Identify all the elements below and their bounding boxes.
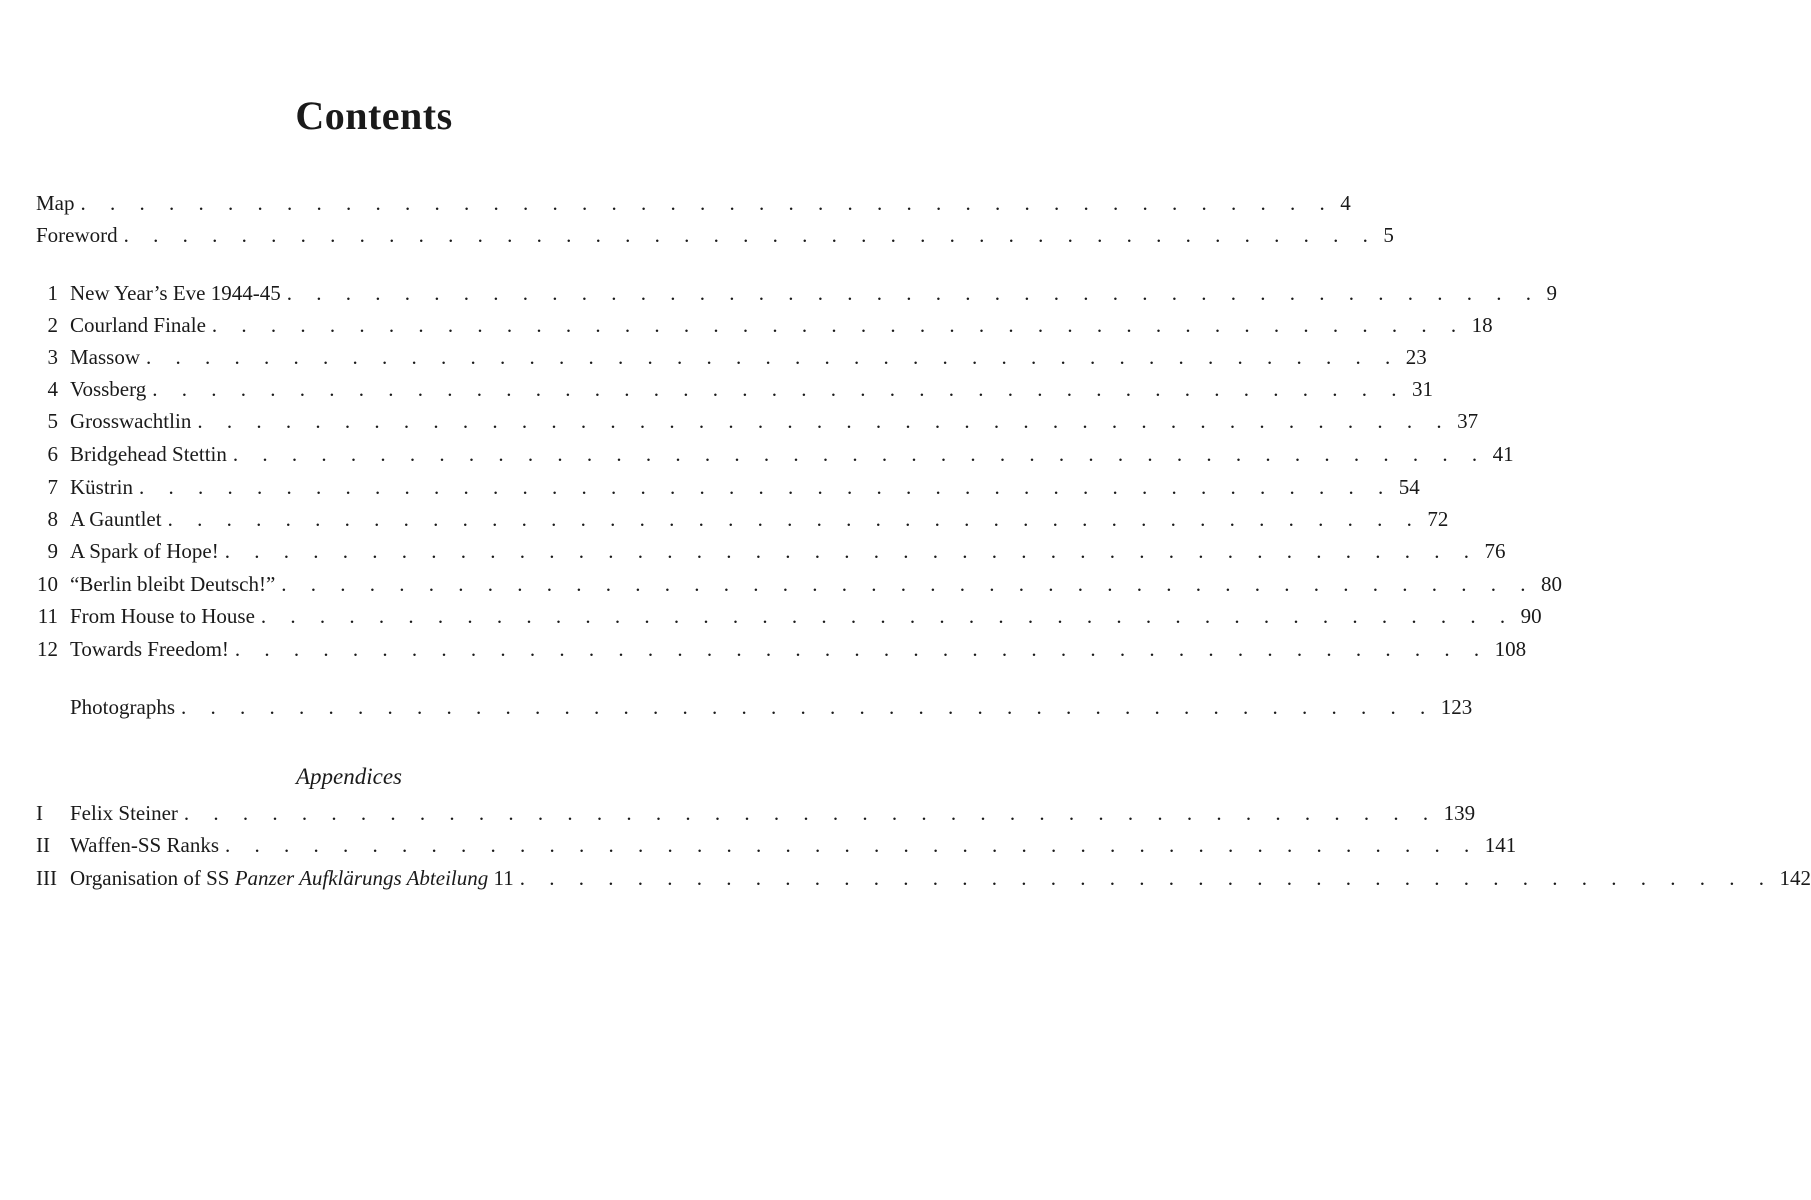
toc-entry-photographs[interactable]	[36, 692, 1473, 722]
chapter-number: 10	[37, 572, 58, 596]
entry-page: 4	[1340, 191, 1351, 215]
appendix-number: I	[36, 801, 43, 825]
entry-label: Küstrin	[70, 475, 133, 499]
dot-leader: . . . . . . . . . . . . . . . . . . . . . . . . . . . . . . . . . . . . . . . . . . .	[181, 695, 1435, 719]
dot-leader: . . . . . . . . . . . . . . . . . . . . . . . . . . . . . . . . . . . . . . . . . . .	[197, 409, 1452, 433]
entry-label-italic: Panzer Aufklärungs Abteilung	[234, 866, 489, 890]
entry-page: 54	[1398, 475, 1420, 499]
chapter-number: 12	[37, 637, 58, 661]
toc-entry-chapter-2[interactable]	[36, 310, 1493, 340]
chapter-number: 9	[47, 539, 58, 563]
entry-page: 139	[1443, 801, 1476, 825]
chapter-number: 8	[47, 507, 58, 531]
entry-page: 76	[1484, 539, 1506, 563]
entry-page: 80	[1541, 572, 1563, 596]
entry-label: A Spark of Hope!	[70, 539, 219, 563]
dot-leader: . . . . . . . . . . . . . . . . . . . . . . . . . . . . . . . . . . . . . . . . . . .	[211, 313, 1466, 337]
appendices-heading: Appendices	[295, 764, 402, 789]
dot-leader: . . . . . . . . . . . . . . . . . . . . . . . . . . . . . . . . . . . . . . . . . . .	[224, 539, 1479, 563]
entry-label: A Gauntlet	[70, 507, 162, 531]
dot-leader: . . . . . . . . . . . . . . . . . . . . . . . . . . . . . . . . . . . . . . . . . . .	[80, 191, 1335, 215]
page-title: Contents	[295, 93, 453, 138]
entry-page: 37	[1457, 409, 1479, 433]
appendix-number: III	[36, 866, 57, 890]
entry-label: Courland Finale	[70, 313, 206, 337]
chapter-number: 5	[47, 409, 58, 433]
toc-entry-chapter-4[interactable]	[36, 374, 1433, 404]
toc-entry-chapter-8[interactable]	[36, 504, 1449, 534]
entry-page: 41	[1492, 442, 1514, 466]
dot-leader: . . . . . . . . . . . . . . . . . . . . . . . . . . . . . . . . . . . . . . . . . . .	[123, 223, 1378, 247]
dot-leader: . . . . . . . . . . . . . . . . . . . . . . . . . . . . . . . . . . . . . . . . . . .	[225, 833, 1479, 857]
chapter-number: 6	[47, 442, 58, 466]
entry-label-suffix: 11	[488, 866, 514, 890]
entry-label-prefix: Organisation of SS	[70, 866, 235, 890]
entry-label: Waffen-SS Ranks	[70, 833, 219, 857]
entry-page: 142	[1779, 866, 1811, 890]
entry-page: 108	[1494, 637, 1527, 661]
toc-entry-appendix-3[interactable]	[36, 863, 1811, 893]
toc-entry-map[interactable]	[36, 188, 1351, 218]
dot-leader: . . . . . . . . . . . . . . . . . . . . . . . . . . . . . . . . . . . . . . . . . . .	[286, 281, 1541, 305]
toc-entry-appendix-1[interactable]	[36, 798, 1476, 828]
entry-page: 18	[1471, 313, 1493, 337]
chapter-number: 1	[47, 281, 58, 305]
toc-entry-chapter-1[interactable]	[36, 278, 1557, 308]
chapter-number: 11	[37, 604, 58, 628]
toc-entry-chapter-12[interactable]	[36, 634, 1527, 664]
entry-label: From House to House	[70, 604, 255, 628]
entry-label: Grosswachtlin	[70, 409, 192, 433]
dot-leader: . . . . . . . . . . . . . . . . . . . . . . . . . . . . . . . . . . . . . . . . . . .	[152, 377, 1406, 401]
dot-leader: . . . . . . . . . . . . . . . . . . . . . . . . . . . . . . . . . . . . . . . . . . .	[167, 507, 1422, 531]
entry-label: Massow	[70, 345, 141, 369]
toc-entry-appendix-2[interactable]	[36, 830, 1517, 860]
toc-entry-chapter-9[interactable]	[36, 536, 1506, 566]
entry-page: 23	[1405, 345, 1427, 369]
dot-leader: . . . . . . . . . . . . . . . . . . . . . . . . . . . . . . . . . . . . . . . . . . .	[183, 801, 1438, 825]
entry-label: Foreword	[36, 223, 118, 247]
entry-page: 72	[1427, 507, 1449, 531]
toc-entry-chapter-10[interactable]	[36, 569, 1563, 599]
dot-leader: . . . . . . . . . . . . . . . . . . . . . . . . . . . . . . . . . . . . . . . . . . .	[234, 637, 1489, 661]
chapter-number: 7	[47, 475, 58, 499]
entry-page: 123	[1440, 695, 1473, 719]
toc-entry-chapter-7[interactable]	[36, 472, 1420, 502]
chapter-number: 2	[47, 313, 58, 337]
dot-leader: . . . . . . . . . . . . . . . . . . . . . . . . . . . . . . . . . . . . . . . . . . .	[281, 572, 1536, 596]
entry-label: Vossberg	[70, 377, 147, 401]
entry-page: 9	[1546, 281, 1557, 305]
toc-entry-foreword[interactable]	[36, 220, 1394, 250]
entry-label: New Year’s Eve 1944-45	[70, 281, 281, 305]
entry-label	[70, 863, 520, 893]
chapter-number: 4	[47, 377, 58, 401]
entry-label: Bridgehead Stettin	[70, 442, 227, 466]
toc-entry-chapter-3[interactable]	[36, 342, 1427, 372]
entry-label: Towards Freedom!	[70, 637, 229, 661]
dot-leader: . . . . . . . . . . . . . . . . . . . . . . . . . . . . . . . . . . . . . . . . . . .	[232, 442, 1487, 466]
dot-leader: . . . . . . . . . . . . . . . . . . . . . . . . . . . . . . . . . . . . . . . . . . .	[260, 604, 1515, 628]
toc-entry-chapter-5[interactable]	[36, 406, 1479, 436]
entry-label: Map	[36, 191, 75, 215]
entry-page: 31	[1412, 377, 1433, 401]
dot-leader: . . . . . . . . . . . . . . . . . . . . . . . . . . . . . . . . . . . . . . . . . . .	[139, 475, 1393, 499]
toc-entry-chapter-11[interactable]	[36, 601, 1542, 631]
entry-label: “Berlin bleibt Deutsch!”	[70, 572, 276, 596]
chapter-number: 3	[47, 345, 58, 369]
dot-leader: . . . . . . . . . . . . . . . . . . . . . . . . . . . . . . . . . . . . . . . . . . .	[146, 345, 1400, 369]
entry-page: 141	[1484, 833, 1517, 857]
toc-entry-chapter-6[interactable]	[36, 439, 1514, 469]
dot-leader: . . . . . . . . . . . . . . . . . . . . . . . . . . . . . . . . . . . . . . . . . . .	[519, 866, 1774, 890]
appendix-number: II	[36, 833, 50, 857]
entry-label: Felix Steiner	[70, 801, 178, 825]
entry-page: 5	[1383, 223, 1394, 247]
entry-label: Photographs	[70, 695, 175, 719]
entry-page: 90	[1520, 604, 1542, 628]
